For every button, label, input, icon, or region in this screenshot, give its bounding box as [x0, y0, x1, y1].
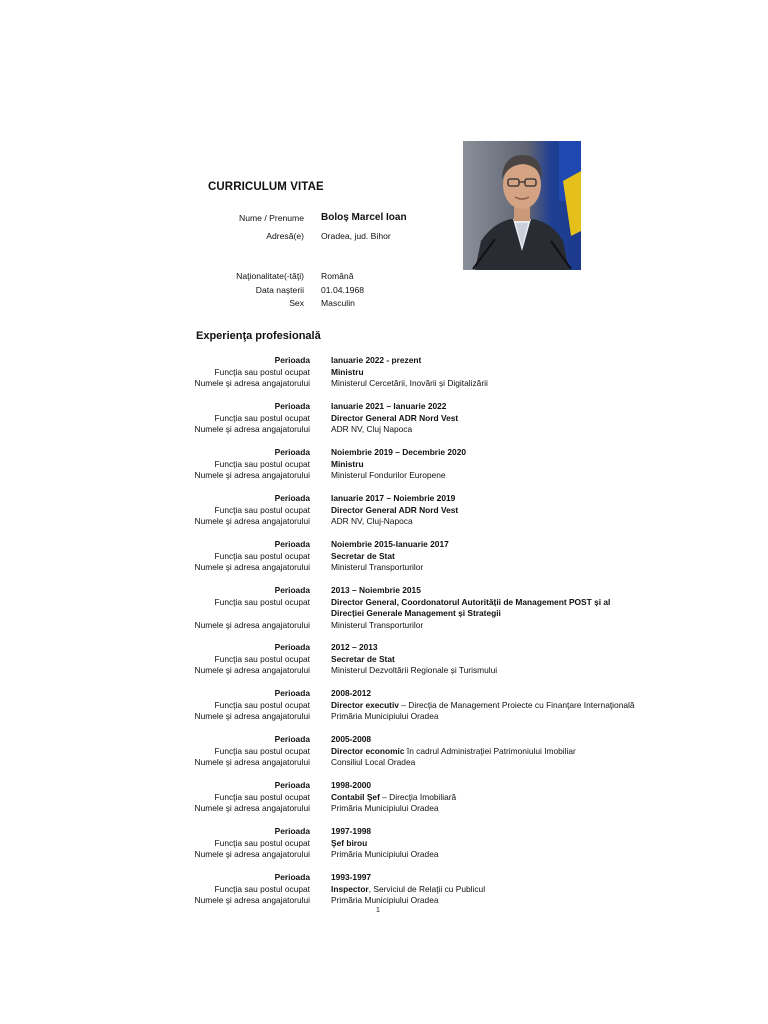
employer-row-label: Numele şi adresa angajatorului: [194, 895, 310, 905]
position-value: [331, 700, 635, 710]
period-value: Noiembrie 2019 – Decembrie 2020: [331, 447, 467, 457]
position-row: [0, 413, 768, 424]
position-value: [331, 597, 610, 607]
employer-value: ADR NV, Cluj-Napoca: [331, 516, 413, 526]
employer-row: [0, 620, 768, 631]
position-title: Inspector: [331, 883, 369, 894]
label-address: Adresă(e): [266, 231, 304, 241]
employer-row: [0, 895, 768, 906]
employer-value: Ministerul Transporturilor: [331, 562, 424, 572]
position-row: [0, 459, 768, 470]
position-row: [0, 551, 768, 562]
position-value: [331, 505, 458, 515]
period-value: 1998-2000: [331, 780, 372, 790]
employer-row-label: Numele şi adresa angajatorului: [194, 562, 310, 572]
position-detail: – Direcţia de Management Proiecte cu Finanţare Internaţională: [398, 699, 635, 710]
employer-value: Ministerul Fondurilor Europene: [331, 470, 446, 480]
position-row: [0, 367, 768, 378]
employer-row-label: Numele şi adresa angajatorului: [194, 803, 310, 813]
position-value: [331, 551, 395, 561]
label-nationality: Naţionalitate(-tăţi): [236, 271, 304, 281]
position-title: Director economic: [331, 745, 405, 756]
employer-row: [0, 803, 768, 814]
position-value: [331, 884, 485, 894]
period-row: [0, 539, 768, 550]
position-value: [331, 838, 367, 848]
employer-row-label: Numele şi adresa angajatorului: [194, 378, 310, 388]
position-row: [0, 505, 768, 516]
value-name: Boloș Marcel Ioan: [321, 212, 407, 223]
period-value: 1997-1998: [331, 826, 372, 836]
position-value: [331, 792, 456, 802]
position-value: [331, 413, 458, 423]
position-row-label: Funcţia sau postul ocupat: [214, 366, 310, 377]
employer-row: [0, 516, 768, 527]
period-row: [0, 734, 768, 745]
position-title: Contabil Şef: [331, 791, 380, 802]
employer-value: Ministerul Dezvoltării Regionale și Turismului: [331, 665, 498, 675]
position-row-label: Funcţia sau postul ocupat: [214, 791, 310, 802]
period-row-label: Perioada: [274, 355, 310, 365]
period-row-label: Perioada: [274, 688, 310, 698]
period-value: Ianuarie 2022 - prezent: [331, 355, 422, 365]
label-birth-date: Data naşterii: [255, 285, 304, 295]
employer-row-label: Numele şi adresa angajatorului: [194, 619, 310, 630]
page-title: CURRICULUM VITAE: [208, 181, 324, 193]
employer-row: [0, 378, 768, 389]
position-row-label: Funcţia sau postul ocupat: [214, 504, 310, 515]
period-value: 2008-2012: [331, 688, 372, 698]
position-detail: , Serviciul de Relaţii cu Publicul: [368, 883, 486, 894]
position-row-label: Funcţia sau postul ocupat: [214, 837, 310, 848]
position-title: Director General ADR Nord Vest: [331, 412, 459, 423]
position-detail: în cadrul Administraţiei Patrimoniului Imobiliar: [404, 745, 576, 756]
period-row-label: Perioada: [274, 642, 310, 652]
position-row: [0, 597, 768, 608]
position-value: [331, 746, 576, 756]
position-row: [0, 654, 768, 665]
period-row: [0, 401, 768, 412]
period-row-label: Perioada: [274, 493, 310, 503]
position-title: Director executiv: [331, 699, 399, 710]
position-row: [0, 700, 768, 711]
period-row: [0, 493, 768, 504]
value-address: Oradea, jud. Bihor: [321, 231, 391, 241]
employer-value: Ministerul Transporturilor: [331, 619, 424, 630]
position-title: Secretar de Stat: [331, 653, 395, 664]
position-row-label: Funcţia sau postul ocupat: [214, 550, 310, 561]
position-title: Ministru: [331, 366, 364, 377]
period-value: 2012 – 2013: [331, 642, 378, 652]
position-title: Şef birou: [331, 837, 368, 848]
position-row-label: Funcţia sau postul ocupat: [214, 458, 310, 469]
employer-row: [0, 849, 768, 860]
employer-row: [0, 470, 768, 481]
employer-row-label: Numele şi adresa angajatorului: [194, 711, 310, 721]
period-row: [0, 826, 768, 837]
period-value: Ianuarie 2017 – Noiembrie 2019: [331, 493, 456, 503]
period-row-label: Perioada: [274, 734, 310, 744]
position-title: Ministru: [331, 458, 364, 469]
position-title-continued: Direcției Generale Management și Strategii: [331, 608, 501, 618]
period-value: Ianuarie 2021 – Ianuarie 2022: [331, 401, 447, 411]
profile-photo: [463, 141, 581, 270]
period-value: 1993-1997: [331, 872, 372, 882]
position-title: Director General, Coordonatorul Autorității de Management POST și al: [331, 596, 611, 607]
page-number: 1: [376, 907, 380, 914]
period-row: [0, 585, 768, 596]
position-row: [0, 792, 768, 803]
period-row: [0, 872, 768, 883]
employer-value: Consiliul Local Oradea: [331, 757, 416, 767]
period-row-label: Perioada: [274, 539, 310, 549]
position-title: Director General ADR Nord Vest: [331, 504, 459, 515]
period-row-label: Perioada: [274, 585, 310, 595]
period-row: [0, 642, 768, 653]
employer-value: ADR NV, Cluj Napoca: [331, 424, 413, 434]
position-row-label: Funcţia sau postul ocupat: [214, 596, 310, 607]
position-detail: – Direcţia Imobiliară: [379, 791, 457, 802]
period-row: [0, 780, 768, 791]
position-title: Secretar de Stat: [331, 550, 395, 561]
period-row-label: Perioada: [274, 826, 310, 836]
period-row-label: Perioada: [274, 401, 310, 411]
period-row: [0, 447, 768, 458]
employer-value: Ministerul Cercetării, Inovării și Digitalizării: [331, 378, 488, 388]
employer-row-label: Numele şi adresa angajatorului: [194, 516, 310, 526]
position-row-label: Funcţia sau postul ocupat: [214, 653, 310, 664]
employer-row-label: Numele şi adresa angajatorului: [194, 665, 310, 675]
position-row-continued: [0, 608, 768, 619]
employer-value: Primăria Municipiului Oradea: [331, 895, 439, 905]
period-row-label: Perioada: [274, 780, 310, 790]
employer-row-label: Numele şi adresa angajatorului: [194, 757, 310, 767]
period-row: [0, 355, 768, 366]
employer-row: [0, 711, 768, 722]
position-row-label: Funcţia sau postul ocupat: [214, 412, 310, 423]
employer-row-label: Numele şi adresa angajatorului: [194, 470, 310, 480]
period-value: Noiembrie 2015-Ianuarie 2017: [331, 539, 449, 549]
employer-row: [0, 665, 768, 676]
value-sex: Masculin: [321, 298, 355, 308]
employer-row-label: Numele şi adresa angajatorului: [194, 849, 310, 859]
employer-row: [0, 562, 768, 573]
position-row-label: Funcţia sau postul ocupat: [214, 699, 310, 710]
position-row: [0, 884, 768, 895]
position-value: [331, 654, 395, 664]
employer-value: Primăria Municipiului Oradea: [331, 803, 439, 813]
period-row-label: Perioada: [274, 872, 310, 882]
employer-value: Primăria Municipiului Oradea: [331, 711, 439, 721]
value-birth-date: 01.04.1968: [321, 285, 365, 295]
employer-row-label: Numele şi adresa angajatorului: [194, 424, 310, 434]
position-row-label: Funcţia sau postul ocupat: [214, 883, 310, 894]
period-row: [0, 688, 768, 699]
position-value: [331, 459, 364, 469]
label-sex: Sex: [289, 298, 304, 308]
employer-value: Primăria Municipiului Oradea: [331, 849, 439, 859]
position-row-label: Funcţia sau postul ocupat: [214, 745, 310, 756]
employer-row: [0, 424, 768, 435]
value-nationality: Română: [321, 271, 354, 281]
experience-section-title: Experienţa profesională: [196, 330, 321, 342]
employer-row: [0, 757, 768, 768]
position-row: [0, 746, 768, 757]
label-name: Nume / Prenume: [239, 213, 304, 223]
period-value: 2005-2008: [331, 734, 372, 744]
position-row: [0, 838, 768, 849]
position-value: [331, 367, 364, 377]
period-value: 2013 – Noiembrie 2015: [331, 585, 421, 595]
period-row-label: Perioada: [274, 447, 310, 457]
